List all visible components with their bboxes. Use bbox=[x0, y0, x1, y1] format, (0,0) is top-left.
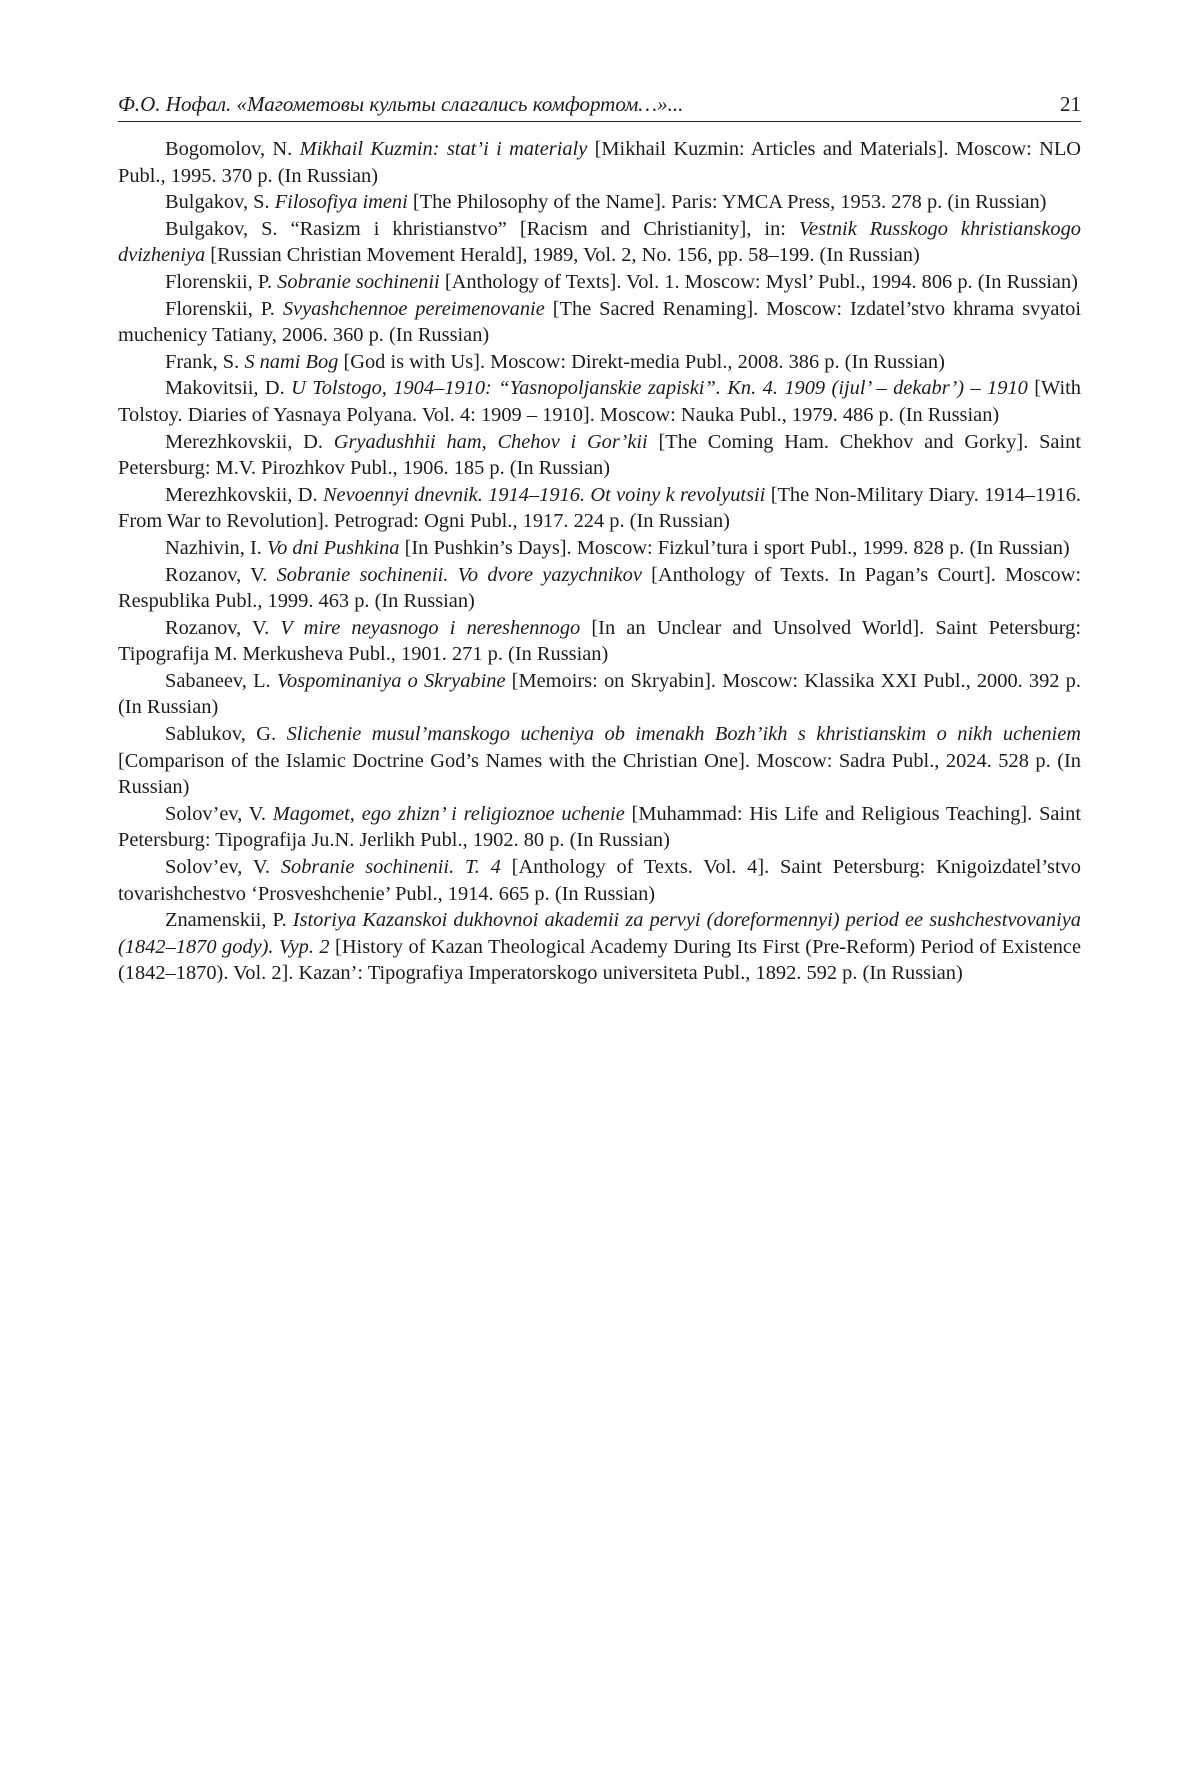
reference-text: Sabaneev, L. bbox=[165, 669, 277, 692]
reference-text: [The Coming Ham. Chekhov and Gorky]. Saint Petersburg: M.V. Pirozhkov Publ., 1906. 185 p. (In Russian) bbox=[118, 430, 1081, 480]
reference-text: Frank, S. bbox=[165, 350, 245, 373]
reference-text: Nazhivin, I. bbox=[165, 536, 267, 559]
reference-title-italic: Istoriya Kazanskoi dukhovnoi akademii za pervyi (doreformennyi) period ee sushchestvovaniya (1842–1870 gody). Vyp. 2 bbox=[118, 909, 1081, 958]
reference-title-italic: Svyashchennoe pereimenovanie bbox=[282, 297, 545, 320]
reference-entry bbox=[118, 349, 1081, 376]
reference-entry bbox=[118, 668, 1081, 721]
reference-entry bbox=[118, 189, 1081, 216]
reference-entry bbox=[118, 854, 1081, 907]
reference-text: [The Philosophy of the Name]. Paris: YMCA Press, 1953. 278 p. (in Russian) bbox=[407, 191, 1047, 214]
reference-title-italic: U Tolstogo, 1904–1910: “Yasnopoljanskie zapiski”. Kn. 4. 1909 (ijul’ – dekabr’) – 1910 bbox=[291, 377, 1028, 400]
reference-title-italic: Filosofiya imeni bbox=[274, 191, 408, 214]
reference-text: [Anthology of Texts]. Vol. 1. Moscow: Mysl’ Publ., 1994. 806 p. (In Russian) bbox=[439, 270, 1078, 293]
reference-title-italic: Sobranie sochinenii. Vo dvore yazychnikov bbox=[276, 563, 642, 586]
reference-text: [Anthology of Texts. Vol. 4]. Saint Petersburg: Knigoizdatel’stvo tovarishchestvo ‘Prosveshchenie’ Publ., 1914. 665 p. (In Russian) bbox=[118, 856, 1082, 905]
reference-entry bbox=[118, 562, 1081, 615]
reference-entry bbox=[118, 136, 1081, 189]
reference-text: Merezhkovskii, D. bbox=[165, 430, 334, 453]
reference-text: Bulgakov, S. bbox=[165, 191, 275, 214]
reference-text: [In Pushkin’s Days]. Moscow: Fizkul’tura i sport Publ., 1999. 828 p. (In Russian) bbox=[399, 536, 1070, 559]
reference-title-italic: Magomet, ego zhizn’ i religioznoe uchenie bbox=[272, 802, 625, 825]
reference-text: Florenskii, P. bbox=[165, 297, 283, 320]
reference-text: Florenskii, P. bbox=[165, 270, 278, 293]
reference-entry bbox=[118, 296, 1081, 349]
reference-title-italic: Slichenie musul’manskogo ucheniya ob imenakh Bozh’ikh s khristianskim o nikh ucheniem bbox=[286, 723, 1081, 746]
reference-title-italic: V mire neyasnogo i nereshennogo bbox=[280, 616, 581, 639]
reference-text: Znamenskii, P. bbox=[165, 909, 293, 932]
reference-title-italic: Vospominaniya o Skryabine bbox=[276, 669, 506, 692]
reference-text: [Muhammad: His Life and Religious Teaching]. Saint Petersburg: Tipografija Ju.N. Jerlikh Publ., 1902. 80 p. (In Russian) bbox=[118, 802, 1081, 852]
reference-text: Bulgakov, S. “Rasizm i khristianstvo” [Racism and Christianity], in: bbox=[165, 217, 799, 240]
reference-text: Makovitsii, D. bbox=[165, 377, 292, 400]
reference-text: [The Sacred Renaming]. Moscow: Izdatel’stvo khrama svyatoi muchenicy Tatiany, 2006. 360 p. (In Russian) bbox=[118, 297, 1081, 347]
reference-entry bbox=[118, 801, 1081, 854]
reference-entry bbox=[118, 907, 1081, 987]
reference-entry bbox=[118, 535, 1081, 562]
reference-entry bbox=[118, 721, 1081, 801]
reference-text: Merezhkovskii, D. bbox=[165, 483, 323, 506]
reference-text: [Memoirs: on Skryabin]. Moscow: Klassika XXI Publ., 2000. 392 p. (In Russian) bbox=[118, 669, 1081, 719]
reference-title-italic: Sobranie sochinenii. T. 4 bbox=[280, 856, 501, 879]
reference-list bbox=[118, 136, 1081, 987]
reference-entry bbox=[118, 482, 1081, 535]
reference-title-italic: Vo dni Pushkina bbox=[266, 536, 400, 559]
running-header bbox=[118, 90, 1081, 122]
reference-title-italic: S nami Bog bbox=[244, 350, 339, 373]
reference-text: [Russian Christian Movement Herald], 1989, Vol. 2, No. 156, pp. 58–199. (In Russian) bbox=[205, 244, 920, 267]
reference-text: Rozanov, V. bbox=[165, 563, 277, 586]
reference-text: Solov’ev, V. bbox=[165, 802, 273, 825]
reference-entry bbox=[118, 375, 1081, 428]
running-title: Ф.О. Нофал. «Магометовы культы слагались комфортом…»... bbox=[118, 92, 684, 116]
reference-entry bbox=[118, 615, 1081, 668]
reference-text: [With Tolstoy. Diaries of Yasnaya Polyana. Vol. 4: 1909 – 1910]. Moscow: Nauka Publ., 1979. 486 p. (In Russian) bbox=[118, 377, 1082, 426]
reference-text: [In an Unclear and Unsolved World]. Saint Petersburg: Tipografija M. Merkusheva Publ., 1901. 271 p. (In Russian) bbox=[118, 616, 1081, 666]
reference-text: Rozanov, V. bbox=[165, 616, 281, 639]
document-page bbox=[118, 90, 1081, 987]
reference-text: [History of Kazan Theological Academy During Its First (Pre-Reform) Period of Existence (1842–1870). Vol. 2]. Kazan’: Tipografiya Imperatorskogo universiteta Publ., 1892. 592 p. (In Russian) bbox=[118, 935, 1081, 985]
reference-text: [The Non-Military Diary. 1914–1916. From War to Revolution]. Petrograd: Ogni Publ., 1917. 224 p. (In Russian) bbox=[118, 483, 1082, 533]
reference-text: Sablukov, G. bbox=[165, 723, 287, 746]
reference-text: [Anthology of Texts. In Pagan’s Court]. Moscow: Respublika Publ., 1999. 463 p. (In Russian) bbox=[118, 563, 1081, 613]
reference-text: Solov’ev, V. bbox=[165, 856, 281, 879]
reference-title-italic: Nevoennyi dnevnik. 1914–1916. Ot voiny k revolyutsii bbox=[322, 483, 766, 506]
reference-text: [God is with Us]. Moscow: Direkt-media Publ., 2008. 386 p. (In Russian) bbox=[338, 350, 945, 373]
reference-text: Bogomolov, N. bbox=[165, 138, 300, 160]
reference-title-italic: Mikhail Kuzmin: stat’i i materialy bbox=[299, 138, 588, 160]
reference-title-italic: Vestnik Russkogo khristianskogo dvizheniya bbox=[118, 217, 1081, 267]
reference-title-italic: Sobranie sochinenii bbox=[277, 270, 440, 293]
reference-entry bbox=[118, 429, 1081, 482]
reference-entry bbox=[118, 269, 1081, 296]
reference-text: [Mikhail Kuzmin: Articles and Materials]. Moscow: NLO Publ., 1995. 370 p. (In Russian) bbox=[118, 138, 1082, 187]
reference-entry bbox=[118, 216, 1081, 269]
reference-title-italic: Gryadushhii ham, Chehov i Gor’kii bbox=[333, 430, 648, 453]
reference-text: [Comparison of the Islamic Doctrine God’s Names with the Christian One]. Moscow: Sadra Publ., 2024. 528 p. (In Russian) bbox=[118, 749, 1081, 799]
page-number: 21 bbox=[1060, 92, 1081, 116]
